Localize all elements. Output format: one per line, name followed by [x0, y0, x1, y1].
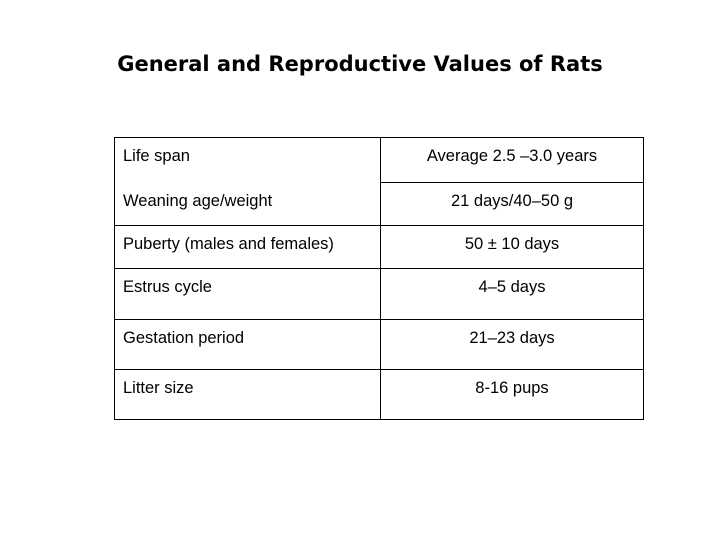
table-row [115, 269, 644, 320]
row-label-puberty: Puberty (males and females) [115, 226, 381, 269]
row-label-life-span: Life span [115, 138, 381, 183]
row-label-estrus: Estrus cycle [115, 269, 381, 320]
row-label-gestation: Gestation period [115, 320, 381, 370]
row-label-litter: Litter size [115, 370, 381, 420]
table-row [115, 370, 644, 420]
table-row [115, 138, 644, 183]
table-row [115, 226, 644, 269]
row-value-estrus: 4–5 days [381, 269, 644, 320]
table-row [115, 183, 644, 226]
row-label-weaning: Weaning age/weight [115, 183, 381, 226]
row-value-litter: 8-16 pups [381, 370, 644, 420]
table-row [115, 320, 644, 370]
slide-title: General and Reproductive Values of Rats [117, 52, 603, 76]
rat-values-table [114, 137, 644, 420]
row-value-life-span: Average 2.5 –3.0 years [381, 138, 644, 183]
row-value-weaning: 21 days/40–50 g [381, 183, 644, 226]
row-value-gestation: 21–23 days [381, 320, 644, 370]
row-value-puberty: 50 ± 10 days [381, 226, 644, 269]
